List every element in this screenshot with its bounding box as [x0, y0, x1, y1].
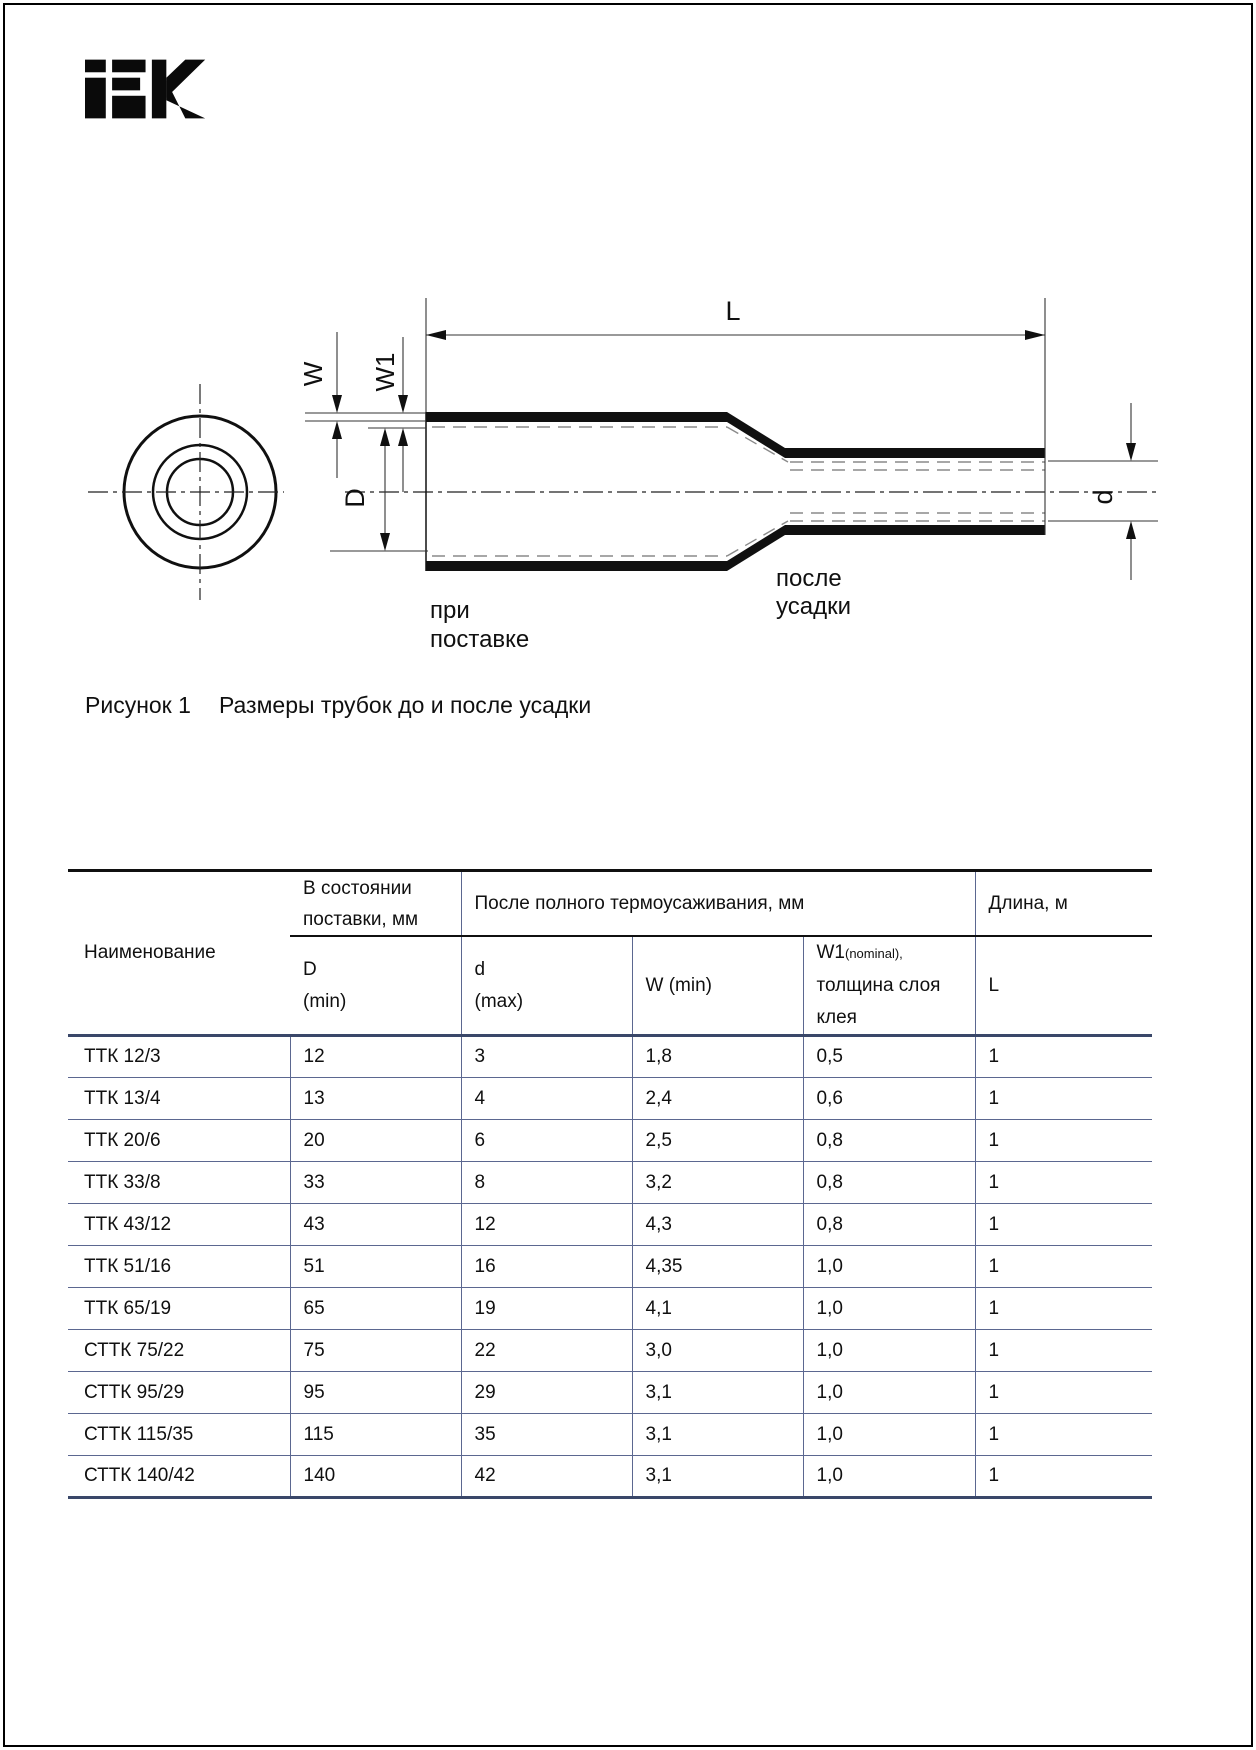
figure-caption-number: Рисунок 1 — [85, 692, 191, 718]
cell-L: 1 — [975, 1036, 1152, 1078]
col-header-delivery-line1: В состоянии — [303, 877, 412, 899]
cell-D: 95 — [290, 1372, 461, 1414]
cell-W: 2,5 — [632, 1120, 803, 1162]
subheader-W1-line2: толщина слоя — [816, 975, 941, 996]
cell-name: ТТК 43/12 — [68, 1204, 290, 1246]
table-row — [68, 1288, 1152, 1330]
cell-d: 3 — [461, 1036, 632, 1078]
dim-label-W1: W1 — [370, 352, 400, 392]
table-row — [68, 1204, 1152, 1246]
subheader-D-symbol: D — [303, 958, 317, 980]
cell-name: СТТК 115/35 — [68, 1414, 290, 1456]
table-row — [68, 1078, 1152, 1120]
cell-W1: 0,8 — [803, 1162, 975, 1204]
d-big-arrowhead-down — [380, 533, 390, 551]
cell-d: 19 — [461, 1288, 632, 1330]
cell-L: 1 — [975, 1288, 1152, 1330]
table-row — [68, 1456, 1152, 1498]
cell-W1: 0,8 — [803, 1204, 975, 1246]
cell-d: 8 — [461, 1162, 632, 1204]
cell-name: СТТК 140/42 — [68, 1456, 290, 1498]
cell-L: 1 — [975, 1162, 1152, 1204]
l-arrow-right — [1025, 330, 1045, 340]
cell-W: 4,1 — [632, 1288, 803, 1330]
cell-name: ТТК 51/16 — [68, 1246, 290, 1288]
big-tube-bottom-wall — [426, 561, 727, 571]
cell-W1: 1,0 — [803, 1288, 975, 1330]
table-row — [68, 1246, 1152, 1288]
cone-top-wall — [727, 412, 785, 458]
w1-arrowhead-down — [398, 395, 408, 413]
table-row — [68, 1372, 1152, 1414]
table-row — [68, 1330, 1152, 1372]
col-header-delivery-line2: поставки, мм — [303, 908, 419, 930]
cell-L: 1 — [975, 1246, 1152, 1288]
col-header-delivery — [290, 871, 461, 937]
col-subheader-W: W (min) — [632, 936, 803, 1036]
cell-name: ТТК 65/19 — [68, 1288, 290, 1330]
cell-L: 1 — [975, 1078, 1152, 1120]
cell-name: ТТК 12/3 — [68, 1036, 290, 1078]
figure-caption — [85, 692, 591, 719]
col-subheader-L: L — [975, 936, 1152, 1036]
cell-W1: 1,0 — [803, 1246, 975, 1288]
small-tube-top-wall — [785, 448, 1045, 458]
cell-D: 65 — [290, 1288, 461, 1330]
cell-W: 3,1 — [632, 1414, 803, 1456]
cell-L: 1 — [975, 1204, 1152, 1246]
label-before-line1: при — [430, 597, 470, 624]
d-big-arrowhead-up — [380, 428, 390, 446]
d-small-arrowhead-down — [1126, 443, 1136, 461]
col-header-name: Наименование — [68, 871, 290, 1036]
cell-D: 12 — [290, 1036, 461, 1078]
col-header-after-shrink: После полного термоусаживания, мм — [461, 871, 975, 937]
cell-L: 1 — [975, 1372, 1152, 1414]
cell-d: 16 — [461, 1246, 632, 1288]
cell-d: 29 — [461, 1372, 632, 1414]
dim-label-d: d — [1088, 489, 1118, 505]
d-small-arrowhead-up — [1126, 521, 1136, 539]
cell-W: 4,35 — [632, 1246, 803, 1288]
spec-table — [68, 869, 1152, 1499]
dim-label-W: W — [298, 361, 328, 387]
cell-W: 3,1 — [632, 1372, 803, 1414]
dim-label-L: L — [725, 296, 741, 326]
label-after-line1: после — [776, 565, 842, 592]
col-subheader-D — [290, 936, 461, 1036]
cell-name: ТТК 33/8 — [68, 1162, 290, 1204]
cell-name: СТТК 95/29 — [68, 1372, 290, 1414]
cell-D: 20 — [290, 1120, 461, 1162]
label-after-line2: усадки — [776, 593, 851, 620]
cell-D: 75 — [290, 1330, 461, 1372]
table-row — [68, 1120, 1152, 1162]
cell-D: 33 — [290, 1162, 461, 1204]
cell-d: 22 — [461, 1330, 632, 1372]
w1-arrowhead-up — [398, 428, 408, 446]
w-arrowhead-down — [332, 395, 342, 413]
cell-W: 3,1 — [632, 1456, 803, 1498]
cell-D: 51 — [290, 1246, 461, 1288]
cell-d: 4 — [461, 1078, 632, 1120]
cell-L: 1 — [975, 1456, 1152, 1498]
cell-W1: 0,6 — [803, 1078, 975, 1120]
table-row — [68, 1036, 1152, 1078]
cell-d: 42 — [461, 1456, 632, 1498]
subheader-d-symbol: d — [474, 958, 486, 980]
label-before-line2: поставке — [430, 626, 530, 653]
col-subheader-d — [461, 936, 632, 1036]
cell-L: 1 — [975, 1120, 1152, 1162]
cell-D: 43 — [290, 1204, 461, 1246]
cell-D: 115 — [290, 1414, 461, 1456]
cell-W: 2,4 — [632, 1078, 803, 1120]
cell-W: 4,3 — [632, 1204, 803, 1246]
table-row — [68, 1414, 1152, 1456]
cell-W1: 1,0 — [803, 1372, 975, 1414]
cell-d: 6 — [461, 1120, 632, 1162]
cell-d: 12 — [461, 1204, 632, 1246]
col-header-length: Длина, м — [975, 871, 1152, 937]
w-arrowhead-up — [332, 421, 342, 439]
cell-D: 140 — [290, 1456, 461, 1498]
subheader-d-qualifier: (max) — [474, 990, 524, 1012]
subheader-D-qualifier: (min) — [303, 990, 347, 1012]
table-row — [68, 1162, 1152, 1204]
cell-W: 3,2 — [632, 1162, 803, 1204]
cell-name: ТТК 13/4 — [68, 1078, 290, 1120]
cell-L: 1 — [975, 1330, 1152, 1372]
cell-L: 1 — [975, 1414, 1152, 1456]
cell-name: ТТК 20/6 — [68, 1120, 290, 1162]
figure-caption-text: Размеры трубок до и после усадки — [218, 692, 592, 718]
subheader-W1-line3: клея — [816, 1007, 857, 1028]
cell-d: 35 — [461, 1414, 632, 1456]
cell-W: 3,0 — [632, 1330, 803, 1372]
subheader-W1-symbol: W1(nominal), — [816, 942, 903, 963]
cell-name: СТТК 75/22 — [68, 1330, 290, 1372]
big-tube-top-wall — [426, 412, 727, 422]
cell-W1: 1,0 — [803, 1414, 975, 1456]
cell-D: 13 — [290, 1078, 461, 1120]
cell-W1: 0,5 — [803, 1036, 975, 1078]
dim-label-D: D — [340, 488, 370, 508]
cell-W: 1,8 — [632, 1036, 803, 1078]
col-subheader-W1 — [803, 936, 975, 1036]
cell-W1: 1,0 — [803, 1330, 975, 1372]
small-tube-bottom-wall — [785, 525, 1045, 535]
cell-W1: 0,8 — [803, 1120, 975, 1162]
tube-drawing — [0, 0, 1256, 700]
l-arrow-left — [426, 330, 446, 340]
cell-W1: 1,0 — [803, 1456, 975, 1498]
